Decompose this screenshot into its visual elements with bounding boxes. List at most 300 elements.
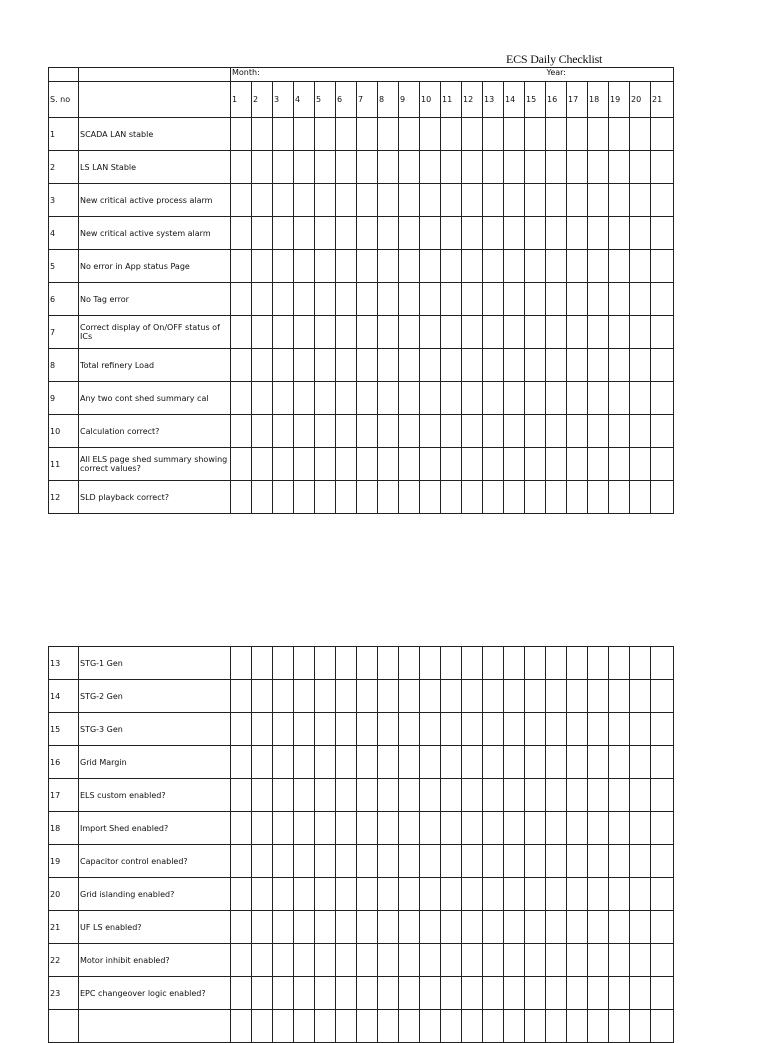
check-cell[interactable]: [441, 151, 462, 184]
check-cell[interactable]: [336, 349, 357, 382]
check-cell[interactable]: [420, 349, 441, 382]
check-cell[interactable]: [441, 812, 462, 845]
check-cell[interactable]: [357, 713, 378, 746]
check-cell[interactable]: [336, 713, 357, 746]
check-cell[interactable]: [294, 911, 315, 944]
check-cell[interactable]: [273, 349, 294, 382]
check-cell[interactable]: [378, 911, 399, 944]
check-cell[interactable]: [588, 746, 609, 779]
check-cell[interactable]: [546, 878, 567, 911]
check-cell[interactable]: [399, 217, 420, 250]
check-cell[interactable]: [546, 151, 567, 184]
check-cell[interactable]: [483, 713, 504, 746]
check-cell[interactable]: [525, 845, 546, 878]
check-cell[interactable]: [420, 151, 441, 184]
check-cell[interactable]: [252, 1010, 273, 1043]
check-cell[interactable]: [525, 746, 546, 779]
check-cell[interactable]: [525, 184, 546, 217]
check-cell[interactable]: [651, 647, 674, 680]
check-cell[interactable]: [357, 382, 378, 415]
check-cell[interactable]: [609, 184, 630, 217]
check-cell[interactable]: [504, 481, 525, 514]
check-cell[interactable]: [504, 1010, 525, 1043]
check-cell[interactable]: [462, 382, 483, 415]
check-cell[interactable]: [525, 316, 546, 349]
check-cell[interactable]: [504, 184, 525, 217]
check-cell[interactable]: [483, 316, 504, 349]
check-cell[interactable]: [525, 779, 546, 812]
check-cell[interactable]: [651, 977, 674, 1010]
check-cell[interactable]: [273, 217, 294, 250]
check-cell[interactable]: [504, 878, 525, 911]
check-cell[interactable]: [525, 977, 546, 1010]
check-cell[interactable]: [336, 845, 357, 878]
check-cell[interactable]: [294, 680, 315, 713]
check-cell[interactable]: [567, 647, 588, 680]
check-cell[interactable]: [609, 448, 630, 481]
check-cell[interactable]: [546, 845, 567, 878]
check-cell[interactable]: [294, 283, 315, 316]
check-cell[interactable]: [294, 1010, 315, 1043]
check-cell[interactable]: [294, 713, 315, 746]
check-cell[interactable]: [504, 250, 525, 283]
check-cell[interactable]: [294, 415, 315, 448]
check-cell[interactable]: [252, 250, 273, 283]
check-cell[interactable]: [441, 415, 462, 448]
check-cell[interactable]: [630, 911, 651, 944]
check-cell[interactable]: [357, 481, 378, 514]
check-cell[interactable]: [483, 151, 504, 184]
check-cell[interactable]: [378, 812, 399, 845]
check-cell[interactable]: [252, 481, 273, 514]
check-cell[interactable]: [294, 944, 315, 977]
check-cell[interactable]: [630, 382, 651, 415]
check-cell[interactable]: [462, 118, 483, 151]
check-cell[interactable]: [441, 878, 462, 911]
check-cell[interactable]: [231, 349, 252, 382]
check-cell[interactable]: [441, 316, 462, 349]
check-cell[interactable]: [525, 448, 546, 481]
check-cell[interactable]: [588, 812, 609, 845]
check-cell[interactable]: [609, 382, 630, 415]
check-cell[interactable]: [525, 944, 546, 977]
check-cell[interactable]: [504, 151, 525, 184]
check-cell[interactable]: [420, 184, 441, 217]
check-cell[interactable]: [588, 448, 609, 481]
check-cell[interactable]: [546, 812, 567, 845]
check-cell[interactable]: [399, 779, 420, 812]
check-cell[interactable]: [630, 878, 651, 911]
check-cell[interactable]: [399, 151, 420, 184]
check-cell[interactable]: [399, 680, 420, 713]
check-cell[interactable]: [630, 944, 651, 977]
check-cell[interactable]: [357, 845, 378, 878]
check-cell[interactable]: [252, 349, 273, 382]
check-cell[interactable]: [609, 316, 630, 349]
check-cell[interactable]: [588, 349, 609, 382]
check-cell[interactable]: [336, 911, 357, 944]
check-cell[interactable]: [378, 977, 399, 1010]
check-cell[interactable]: [399, 349, 420, 382]
check-cell[interactable]: [231, 977, 252, 1010]
check-cell[interactable]: [399, 647, 420, 680]
check-cell[interactable]: [546, 779, 567, 812]
check-cell[interactable]: [357, 911, 378, 944]
check-cell[interactable]: [630, 746, 651, 779]
check-cell[interactable]: [630, 812, 651, 845]
check-cell[interactable]: [651, 481, 674, 514]
check-cell[interactable]: [273, 845, 294, 878]
check-cell[interactable]: [231, 746, 252, 779]
check-cell[interactable]: [609, 415, 630, 448]
check-cell[interactable]: [420, 481, 441, 514]
check-cell[interactable]: [483, 878, 504, 911]
check-cell[interactable]: [546, 647, 567, 680]
check-cell[interactable]: [399, 845, 420, 878]
check-cell[interactable]: [483, 812, 504, 845]
check-cell[interactable]: [231, 481, 252, 514]
check-cell[interactable]: [609, 647, 630, 680]
check-cell[interactable]: [525, 217, 546, 250]
check-cell[interactable]: [504, 944, 525, 977]
check-cell[interactable]: [294, 812, 315, 845]
check-cell[interactable]: [609, 118, 630, 151]
check-cell[interactable]: [378, 878, 399, 911]
check-cell[interactable]: [336, 878, 357, 911]
check-cell[interactable]: [273, 118, 294, 151]
check-cell[interactable]: [252, 911, 273, 944]
check-cell[interactable]: [525, 647, 546, 680]
check-cell[interactable]: [273, 911, 294, 944]
check-cell[interactable]: [378, 118, 399, 151]
check-cell[interactable]: [273, 944, 294, 977]
check-cell[interactable]: [357, 680, 378, 713]
check-cell[interactable]: [651, 911, 674, 944]
check-cell[interactable]: [315, 746, 336, 779]
check-cell[interactable]: [357, 349, 378, 382]
check-cell[interactable]: [483, 250, 504, 283]
check-cell[interactable]: [315, 944, 336, 977]
check-cell[interactable]: [546, 250, 567, 283]
check-cell[interactable]: [567, 184, 588, 217]
check-cell[interactable]: [399, 250, 420, 283]
check-cell[interactable]: [315, 316, 336, 349]
check-cell[interactable]: [273, 878, 294, 911]
check-cell[interactable]: [462, 349, 483, 382]
check-cell[interactable]: [651, 184, 674, 217]
check-cell[interactable]: [336, 217, 357, 250]
check-cell[interactable]: [630, 481, 651, 514]
check-cell[interactable]: [441, 845, 462, 878]
check-cell[interactable]: [651, 283, 674, 316]
check-cell[interactable]: [525, 713, 546, 746]
check-cell[interactable]: [378, 647, 399, 680]
check-cell[interactable]: [294, 250, 315, 283]
check-cell[interactable]: [378, 845, 399, 878]
check-cell[interactable]: [441, 746, 462, 779]
check-cell[interactable]: [630, 184, 651, 217]
check-cell[interactable]: [315, 349, 336, 382]
check-cell[interactable]: [525, 481, 546, 514]
check-cell[interactable]: [420, 316, 441, 349]
check-cell[interactable]: [609, 977, 630, 1010]
check-cell[interactable]: [546, 481, 567, 514]
check-cell[interactable]: [357, 184, 378, 217]
check-cell[interactable]: [441, 647, 462, 680]
check-cell[interactable]: [651, 1010, 674, 1043]
check-cell[interactable]: [483, 349, 504, 382]
check-cell[interactable]: [609, 1010, 630, 1043]
check-cell[interactable]: [630, 680, 651, 713]
check-cell[interactable]: [336, 680, 357, 713]
check-cell[interactable]: [504, 415, 525, 448]
check-cell[interactable]: [609, 878, 630, 911]
check-cell[interactable]: [294, 184, 315, 217]
check-cell[interactable]: [378, 349, 399, 382]
check-cell[interactable]: [462, 448, 483, 481]
check-cell[interactable]: [357, 250, 378, 283]
check-cell[interactable]: [651, 382, 674, 415]
check-cell[interactable]: [525, 878, 546, 911]
check-cell[interactable]: [567, 977, 588, 1010]
check-cell[interactable]: [588, 481, 609, 514]
check-cell[interactable]: [546, 349, 567, 382]
check-cell[interactable]: [567, 283, 588, 316]
check-cell[interactable]: [420, 944, 441, 977]
check-cell[interactable]: [336, 1010, 357, 1043]
check-cell[interactable]: [651, 779, 674, 812]
check-cell[interactable]: [378, 746, 399, 779]
check-cell[interactable]: [630, 415, 651, 448]
check-cell[interactable]: [357, 647, 378, 680]
check-cell[interactable]: [420, 680, 441, 713]
check-cell[interactable]: [336, 812, 357, 845]
check-cell[interactable]: [252, 812, 273, 845]
check-cell[interactable]: [483, 779, 504, 812]
check-cell[interactable]: [420, 812, 441, 845]
check-cell[interactable]: [252, 151, 273, 184]
check-cell[interactable]: [609, 283, 630, 316]
check-cell[interactable]: [420, 746, 441, 779]
check-cell[interactable]: [357, 944, 378, 977]
check-cell[interactable]: [399, 911, 420, 944]
check-cell[interactable]: [231, 878, 252, 911]
check-cell[interactable]: [315, 481, 336, 514]
check-cell[interactable]: [630, 845, 651, 878]
check-cell[interactable]: [420, 911, 441, 944]
check-cell[interactable]: [420, 878, 441, 911]
check-cell[interactable]: [441, 349, 462, 382]
check-cell[interactable]: [294, 977, 315, 1010]
check-cell[interactable]: [546, 713, 567, 746]
check-cell[interactable]: [294, 316, 315, 349]
check-cell[interactable]: [567, 448, 588, 481]
check-cell[interactable]: [609, 812, 630, 845]
check-cell[interactable]: [483, 911, 504, 944]
check-cell[interactable]: [336, 283, 357, 316]
check-cell[interactable]: [336, 647, 357, 680]
check-cell[interactable]: [588, 382, 609, 415]
check-cell[interactable]: [315, 283, 336, 316]
check-cell[interactable]: [357, 812, 378, 845]
check-cell[interactable]: [273, 779, 294, 812]
check-cell[interactable]: [546, 944, 567, 977]
check-cell[interactable]: [462, 316, 483, 349]
check-cell[interactable]: [504, 647, 525, 680]
check-cell[interactable]: [336, 118, 357, 151]
check-cell[interactable]: [525, 415, 546, 448]
check-cell[interactable]: [273, 316, 294, 349]
check-cell[interactable]: [546, 680, 567, 713]
check-cell[interactable]: [462, 779, 483, 812]
check-cell[interactable]: [294, 217, 315, 250]
check-cell[interactable]: [588, 944, 609, 977]
check-cell[interactable]: [567, 713, 588, 746]
check-cell[interactable]: [273, 977, 294, 1010]
check-cell[interactable]: [378, 382, 399, 415]
check-cell[interactable]: [420, 977, 441, 1010]
check-cell[interactable]: [357, 415, 378, 448]
check-cell[interactable]: [609, 845, 630, 878]
check-cell[interactable]: [546, 415, 567, 448]
check-cell[interactable]: [462, 944, 483, 977]
check-cell[interactable]: [357, 878, 378, 911]
check-cell[interactable]: [462, 283, 483, 316]
check-cell[interactable]: [630, 647, 651, 680]
check-cell[interactable]: [252, 184, 273, 217]
check-cell[interactable]: [231, 812, 252, 845]
check-cell[interactable]: [336, 448, 357, 481]
check-cell[interactable]: [546, 118, 567, 151]
check-cell[interactable]: [315, 448, 336, 481]
check-cell[interactable]: [357, 746, 378, 779]
check-cell[interactable]: [525, 812, 546, 845]
check-cell[interactable]: [336, 746, 357, 779]
check-cell[interactable]: [609, 746, 630, 779]
check-cell[interactable]: [567, 349, 588, 382]
check-cell[interactable]: [462, 878, 483, 911]
check-cell[interactable]: [399, 977, 420, 1010]
check-cell[interactable]: [315, 812, 336, 845]
check-cell[interactable]: [483, 415, 504, 448]
check-cell[interactable]: [630, 779, 651, 812]
check-cell[interactable]: [462, 184, 483, 217]
check-cell[interactable]: [399, 713, 420, 746]
check-cell[interactable]: [483, 977, 504, 1010]
check-cell[interactable]: [315, 647, 336, 680]
check-cell[interactable]: [252, 217, 273, 250]
check-cell[interactable]: [588, 151, 609, 184]
check-cell[interactable]: [651, 316, 674, 349]
check-cell[interactable]: [462, 1010, 483, 1043]
check-cell[interactable]: [357, 217, 378, 250]
check-cell[interactable]: [420, 415, 441, 448]
check-cell[interactable]: [483, 746, 504, 779]
check-cell[interactable]: [315, 415, 336, 448]
check-cell[interactable]: [567, 151, 588, 184]
check-cell[interactable]: [588, 217, 609, 250]
check-cell[interactable]: [399, 184, 420, 217]
check-cell[interactable]: [273, 680, 294, 713]
check-cell[interactable]: [462, 415, 483, 448]
check-cell[interactable]: [378, 1010, 399, 1043]
check-cell[interactable]: [651, 448, 674, 481]
check-cell[interactable]: [462, 977, 483, 1010]
check-cell[interactable]: [630, 977, 651, 1010]
check-cell[interactable]: [588, 845, 609, 878]
check-cell[interactable]: [651, 151, 674, 184]
check-cell[interactable]: [525, 911, 546, 944]
check-cell[interactable]: [504, 845, 525, 878]
check-cell[interactable]: [378, 779, 399, 812]
check-cell[interactable]: [504, 349, 525, 382]
check-cell[interactable]: [273, 746, 294, 779]
check-cell[interactable]: [441, 250, 462, 283]
check-cell[interactable]: [525, 680, 546, 713]
check-cell[interactable]: [252, 944, 273, 977]
check-cell[interactable]: [588, 250, 609, 283]
check-cell[interactable]: [378, 713, 399, 746]
check-cell[interactable]: [525, 1010, 546, 1043]
check-cell[interactable]: [609, 349, 630, 382]
check-cell[interactable]: [420, 283, 441, 316]
check-cell[interactable]: [567, 812, 588, 845]
check-cell[interactable]: [441, 382, 462, 415]
check-cell[interactable]: [504, 448, 525, 481]
check-cell[interactable]: [273, 481, 294, 514]
check-cell[interactable]: [504, 812, 525, 845]
check-cell[interactable]: [336, 415, 357, 448]
check-cell[interactable]: [315, 779, 336, 812]
check-cell[interactable]: [357, 448, 378, 481]
check-cell[interactable]: [294, 151, 315, 184]
check-cell[interactable]: [357, 316, 378, 349]
check-cell[interactable]: [651, 944, 674, 977]
check-cell[interactable]: [609, 911, 630, 944]
check-cell[interactable]: [567, 944, 588, 977]
check-cell[interactable]: [462, 713, 483, 746]
check-cell[interactable]: [483, 283, 504, 316]
check-cell[interactable]: [231, 217, 252, 250]
check-cell[interactable]: [399, 415, 420, 448]
check-cell[interactable]: [483, 217, 504, 250]
check-cell[interactable]: [588, 977, 609, 1010]
check-cell[interactable]: [525, 118, 546, 151]
check-cell[interactable]: [546, 184, 567, 217]
check-cell[interactable]: [273, 382, 294, 415]
check-cell[interactable]: [588, 713, 609, 746]
check-cell[interactable]: [252, 316, 273, 349]
check-cell[interactable]: [294, 647, 315, 680]
check-cell[interactable]: [630, 1010, 651, 1043]
check-cell[interactable]: [252, 845, 273, 878]
check-cell[interactable]: [441, 680, 462, 713]
check-cell[interactable]: [651, 415, 674, 448]
check-cell[interactable]: [420, 779, 441, 812]
check-cell[interactable]: [609, 680, 630, 713]
check-cell[interactable]: [525, 382, 546, 415]
check-cell[interactable]: [441, 944, 462, 977]
check-cell[interactable]: [231, 647, 252, 680]
check-cell[interactable]: [567, 878, 588, 911]
check-cell[interactable]: [609, 944, 630, 977]
check-cell[interactable]: [630, 283, 651, 316]
check-cell[interactable]: [462, 481, 483, 514]
check-cell[interactable]: [630, 316, 651, 349]
check-cell[interactable]: [567, 680, 588, 713]
check-cell[interactable]: [420, 448, 441, 481]
check-cell[interactable]: [357, 779, 378, 812]
